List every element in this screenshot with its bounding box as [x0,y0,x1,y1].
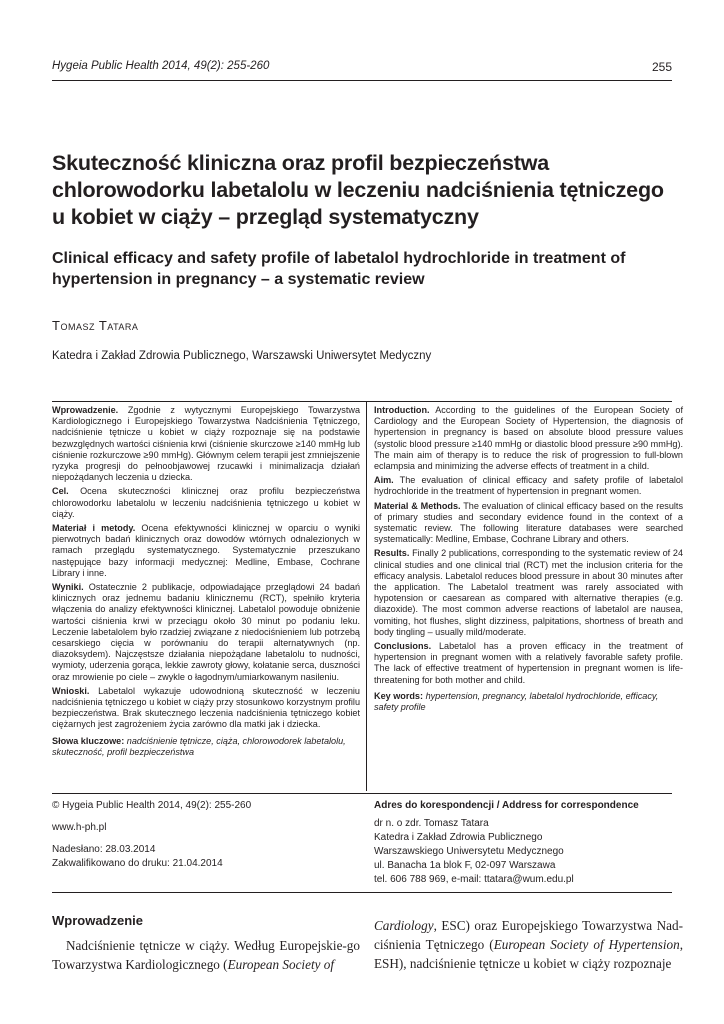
abstract-en-aim: Aim. The evaluation of clinical efficacy and safety profile of labetalol hydrochloride in the treatment of hypertension in pregnant women. [374,475,683,497]
body-text-right: Cardiology, ESC) oraz Europejskiego Towarzystwa Nad-ciśnienia Tętniczego (European Society of Hypertension, ESH), nadciśnienie tętnicze u kobiet w ciąży rozpoznaje [374,918,683,971]
contact-phone-email: tel. 606 788 969, e-mail: ttatara@wum.edu.pl [374,874,574,885]
abstract-pl-conclusions: Wnioski. Labetalol wykazuje udowodnioną skuteczność w leczeniu nadciśnienia tętniczego u kobiet w ciąży przy stosunkowo korzystnym profilu bezpieczeństwa. Brak skutecznego leczenia nadciśnienia tętniczego kobiet ciężarnych jest zagrożeniem życia zarówno dla matki jak i dziecka. [52,685,360,730]
abstract-pl-aim: Cel. Ocena skuteczności klinicznej oraz profilu bezpieczeństwa chlorowodorku labetalolu w leczeniu nadciśnienia tętniczego u kobiet w ciąży. [52,486,360,519]
contact-university: Warszawskiego Uniwersytetu Medycznego [374,846,564,857]
submitted-date: Nadesłano: 28.03.2014 [52,844,156,855]
contact-dept: Katedra i Zakład Zdrowia Publicznego [374,832,543,843]
body-top-rule [52,892,672,893]
abstract-en-keywords: Key words: hypertension, pregnancy, labetalol hydrochloride, efficacy, safety profile [374,690,659,713]
abstract-bottom-rule [52,793,672,794]
abstract-pl-methods: Materiał i metody. Ocena efektywności klinicznej w oparciu o wyniki pierwotnych badań klinicznych oraz dowodów wtórnych odnalezionych w ramach przeglądu systematycznego. Systematycznie przeszukano następujące bazy informacji medycznej: Medline, Embase, Cochrane Library i inne. [52,523,360,578]
abstract-column-divider [366,402,367,791]
journal-citation: Hygeia Public Health 2014, 49(2): 255-260 [52,60,270,72]
abstract-top-rule [52,401,672,402]
abstract-polish [52,405,360,761]
abstract-pl-intro: Wprowadzenie. Zgodnie z wytycznymi Europejskiego Towarzystwa Kardiologicznego i Europejskiego Towarzystwa Nadciśnienia Tętniczego, nadciśnienie tętnicze u kobiet w ciąży rozpoznaje się na podstawie bezwzględnych wartości ciśnienia krwi (ciśnienie skurczowe ≥140 mmHg lub ciśnienie rozkurczowe ≥90 mmHg). Głównym celem terapii jest zmniejszenie ryzyka progresji do pełnoobjawowej rzucawki i minimalizacja działań niepożądanych leczenia u dziecka. [52,405,360,483]
contact-name: dr n. o zdr. Tomasz Tatara [374,818,489,829]
correspondence-address [374,817,574,887]
abstract-en-conclusions: Conclusions. Labetalol has a proven efficacy in the treatment of hypertension in pregnant women with a relatively favorable safety profile. The lack of effective treatment of hypertension in pregnant women is life-threatening for both mother and child. [374,641,684,685]
publication-info [52,799,352,871]
abstract-english [374,405,683,716]
page-number: 255 [651,60,672,74]
abstract-en-methods: Material & Methods. The evaluation of clinical efficacy based on the results of primary studies and secondary evidence found in the context of a systematic review. The following literature databases were searched systematically: Medline, Embase, Cochrane Library and others. [374,500,683,545]
section-heading-introduction: Wprowadzenie [52,913,144,928]
accepted-date: Zakwalifikowano do druku: 21.04.2014 [52,858,223,869]
title-english: Clinical efficacy and safety profile of labetalol hydrochloride in treatment of hypertension in pregnancy – a systematic review [52,250,626,288]
abstract-pl-keywords: Słowa kluczowe: nadciśnienie tętnicze, ciąża, chlorowodorek labetalolu, skuteczność, profil bezpieczeństwa [52,735,346,757]
copyright-line: © Hygeia Public Health 2014, 49(2): 255-260 [52,800,252,811]
contact-street: ul. Banacha 1a blok F, 02-097 Warszawa [374,860,556,871]
abstract-en-results: Results. Finally 2 publications, corresponding to the systematic review of 24 clinical studies and one clinical trial (RCT) met the inclusion criteria for the efficacy analysis. Labetalol reduces blood pressure in about 30 minutes after the application. The Labetalol treatment was rarely associated with hypotension or caesarean as compared with alternative therapies (e.g. diazoxide). The most common adverse reactions of labetalol are nausea, vomiting, hot flushes, slight dizziness, palpitations, shortness of breath and body tingling – usually mild/moderate. [374,548,683,637]
author-affiliation: Katedra i Zakład Zdrowia Publicznego, Warszawski Uniwersytet Medyczny [52,350,432,362]
correspondence-heading: Adres do korespondencji / Address for correspondence [374,800,639,811]
abstract-en-intro: Introduction. According to the guidelines of the European Society of Cardiology and the European Society of Hypertension, the diagnosis of hypertension in pregnancy is based on absolute blood pressure values (systolic blood pressure ≥140 mmHg or diastolic blood pressure ≥90 mmHg). The main aim of therapy is to reduce the risk of progression to full-blown eclampsia and minimizing the adverse effects of treatment in a child. [374,405,683,472]
body-text-left: Nadciśnienie tętnicze w ciąży. Według Europejskie-go Towarzystwa Kardiologicznego (European Society of [52,938,360,972]
abstract-pl-results: Wyniki. Ostatecznie 2 publikacje, odpowiadające przeglądowi 24 badań klinicznych oraz jednemu badaniu klinicznemu (RCT), spełniło kryteria włączenia do analizy efektywności klinicznej. Labetalol powoduje obniżenie wartości ciśnienia krwi w przeciągu około 30 minut po podaniu leku. Leczenie labetalolem było rzadziej związane z niedociśnieniem lub potrzebą cesarskiego cięcia w porównaniu do terapii alternatywnych (np. diazoksydem). Najczęstsze działania niepożądane labetalolu to nudności, wymioty, uderzenia gorąca, lekkie zawroty głowy, kołatanie serca, duszności oraz mrowienie po ciele – zwykle o łagodnym/umiarkowanym nasileniu. [52,582,361,682]
journal-website-link[interactable]: www.h-ph.pl [52,822,107,833]
author-name: Tomasz Tatara [52,318,139,333]
title-polish: Skuteczność kliniczna oraz profil bezpieczeństwa chlorowodorku labetalolu w leczeniu nadciśnienia tętniczego u kobiet w ciąży – przegląd systematyczny [52,151,664,229]
header-rule [52,80,672,81]
